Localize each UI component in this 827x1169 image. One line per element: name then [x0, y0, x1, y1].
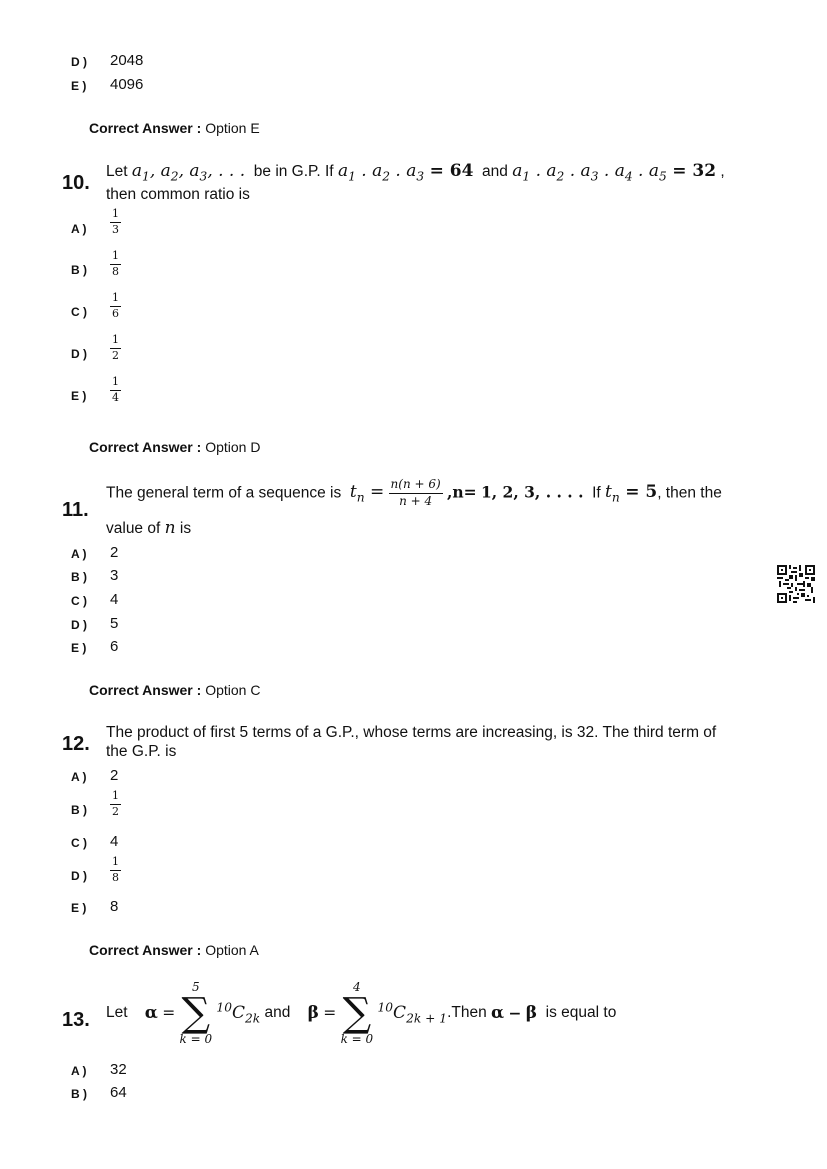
correct-answer: Correct Answer : Option C [89, 682, 261, 698]
option-fraction: $\frac{1}{4}$ [112, 375, 119, 404]
option-label: C ) [71, 836, 87, 850]
option-value: 8 [110, 898, 119, 915]
question-text: The product of first 5 terms of a G.P., whose terms are increasing, is 32. The third term of [106, 724, 717, 741]
option-value: 64 [110, 1084, 127, 1101]
option-value: 5 [110, 615, 119, 632]
option-label: E ) [71, 79, 87, 93]
option-label: E ) [71, 389, 87, 403]
option-label: B ) [71, 1087, 87, 1101]
option-label: A ) [71, 547, 87, 561]
question-text: Let α = 5 ∑ k = 0 $^{10}C_{2k}$ and β = 4 ∑ k = 0 $^{10}C_{2k + 1}.Then$ α − β is equal to [106, 980, 617, 1046]
option-label: D ) [71, 618, 87, 632]
option-fraction: $\frac{1}{8}$ [112, 249, 119, 278]
question-text: Let $a_1$, $a_2$, $a_3$, . . . be in G.P. If $a_1$ . $a_2$ . $a_3 = 64$ and $a_1$ . $a_2$ . $a_3$ . $a_4$ . $a_5 = 32$ , [106, 161, 725, 184]
option-fraction: $\frac{1}{2}$ [112, 333, 119, 362]
option-value: 6 [110, 638, 119, 655]
question-number: 10. [62, 172, 90, 194]
option-label: B ) [71, 803, 87, 817]
option-label: E ) [71, 641, 87, 655]
option-label: D ) [71, 55, 87, 69]
option-value: 2 [110, 767, 119, 784]
option-fraction: $\frac{1}{3}$ [112, 207, 119, 236]
option-label: E ) [71, 901, 87, 915]
option-fraction: $\frac{1}{6}$ [112, 291, 119, 320]
correct-answer: Correct Answer : Option A [89, 942, 259, 958]
option-label: D ) [71, 869, 87, 883]
question-text: The general term of a sequence is $t_n$ = $\frac{n(n + 6)}{n + 4}$ ,n= 1, 2, 3, . . . . If $t_n = 5$, then the [106, 477, 722, 508]
option-value: 4 [110, 833, 119, 850]
option-label: B ) [71, 570, 87, 584]
option-fraction: $\frac{1}{8}$ [112, 855, 119, 884]
option-value: 4 [110, 591, 119, 608]
question-number: 11. [62, 499, 89, 521]
option-value: 32 [110, 1061, 127, 1078]
question-text-continued: the G.P. is [106, 743, 177, 760]
option-label: A ) [71, 770, 87, 784]
option-label: D ) [71, 347, 87, 361]
option-label: A ) [71, 1064, 87, 1078]
option-value: 4096 [110, 76, 144, 93]
question-text-continued: then common ratio is [106, 186, 250, 203]
option-label: A ) [71, 222, 87, 236]
option-fraction: $\frac{1}{2}$ [112, 789, 119, 818]
option-value: 3 [110, 567, 119, 584]
question-number: 13. [62, 1009, 90, 1031]
question-text-continued: value of n is [106, 518, 192, 538]
option-label: C ) [71, 594, 87, 608]
qr-code-icon [777, 565, 815, 603]
option-label: C ) [71, 305, 87, 319]
correct-answer: Correct Answer : Option E [89, 120, 260, 136]
question-number: 12. [62, 733, 90, 755]
correct-answer: Correct Answer : Option D [89, 439, 261, 455]
option-value: 2 [110, 544, 119, 561]
option-value: 2048 [110, 52, 144, 69]
option-label: B ) [71, 263, 87, 277]
